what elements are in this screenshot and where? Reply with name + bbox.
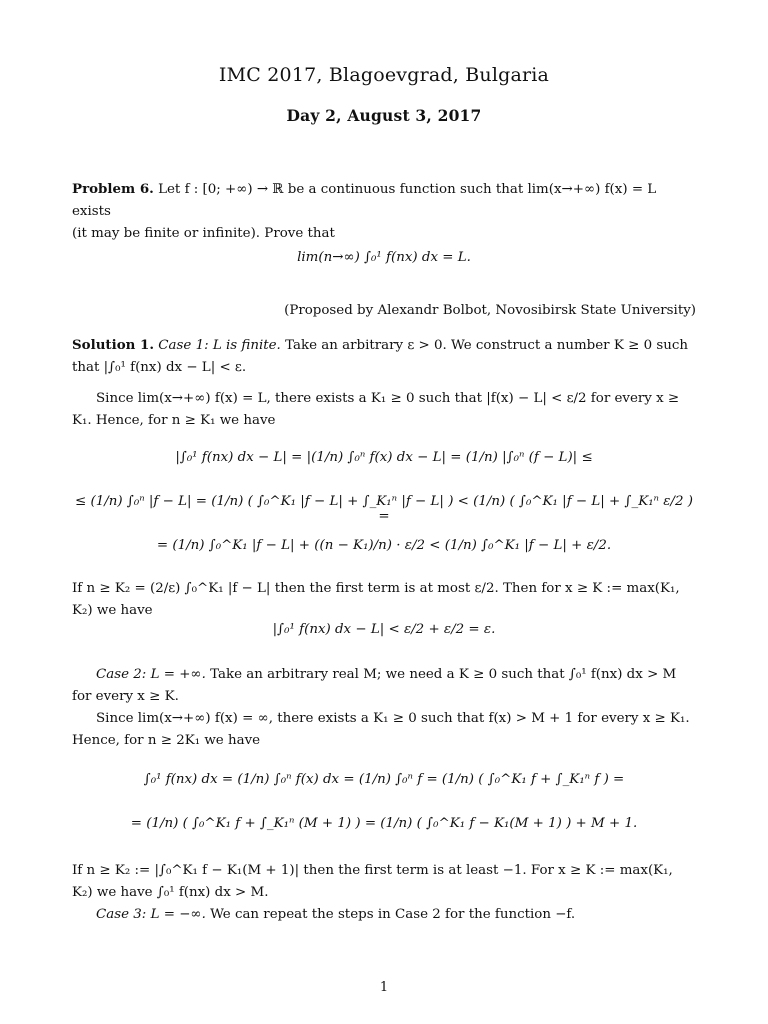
case1-if-paragraph: If n ≥ K₂ = (2/ε) ∫₀^K₁ |f − L| then the first term is at most ε/2. Then for x ≥ K := max(K₁, K₂) we have xyxy=(72,581,680,618)
case1-equation-2: ≤ (1/n) ∫₀ⁿ |f − L| = (1/n) ( ∫₀^K₁ |f − L| + ∫_K₁ⁿ |f − L| ) < (1/n) ( ∫₀^K₁ |f − L| + ∫_K₁ⁿ ε/2 ) = xyxy=(75,494,693,524)
case1-equation-1: |∫₀¹ f(nx) dx − L| = |(1/n) ∫₀ⁿ f(x) dx − L| = (1/n) |∫₀ⁿ (f − L)| ≤ xyxy=(175,450,593,465)
day-subtitle: Day 2, August 3, 2017 xyxy=(286,106,482,125)
case1-equation-4: |∫₀¹ f(nx) dx − L| < ε/2 + ε/2 = ε. xyxy=(272,622,496,637)
case2-equation-1: ∫₀¹ f(nx) dx = (1/n) ∫₀ⁿ f(x) dx = (1/n) ∫₀ⁿ f = (1/n) ( ∫₀^K₁ f + ∫_K₁ⁿ f ) = xyxy=(143,772,625,787)
solution-label: Solution 1. xyxy=(72,337,155,353)
case2-equation-2: = (1/n) ( ∫₀^K₁ f + ∫_K₁ⁿ (M + 1) ) = (1/n) ( ∫₀^K₁ f − K₁(M + 1) ) + M + 1. xyxy=(130,816,638,831)
problem-label: Problem 6. xyxy=(72,181,154,197)
case2-title: Case 2: L = +∞. xyxy=(96,667,206,682)
solution-case1-intro xyxy=(72,334,696,379)
page-number: 1 xyxy=(379,980,389,995)
problem-statement xyxy=(72,178,696,245)
case3-text: We can repeat the steps in Case 2 for the function −f. xyxy=(210,907,576,922)
case1-intro-text: Take an arbitrary ε > 0. We construct a number K ≥ 0 such that |∫₀¹ f(nx) dx − L| < ε. xyxy=(72,338,688,375)
page-title: IMC 2017, Blagoevgrad, Bulgaria xyxy=(218,64,550,86)
problem-equation: lim(n→∞) ∫₀¹ f(nx) dx = L. xyxy=(297,250,471,265)
case2-intro-text: Take an arbitrary real M; we need a K ≥ 0 such that ∫₀¹ f(nx) dx > M for every x ≥ K. xyxy=(72,667,677,704)
case3-title: Case 3: L = −∞. xyxy=(96,907,206,922)
case2-since-paragraph: Since lim(x→+∞) f(x) = ∞, there exists a K₁ ≥ 0 such that f(x) > M + 1 for every x ≥ K₁. Hence, for n ≥ 2K₁ we have xyxy=(72,711,690,748)
problem-text-line2: (it may be finite or infinite). Prove that xyxy=(72,226,335,241)
case1-equation-3: = (1/n) ∫₀^K₁ |f − L| + ((n − K₁)/n) · ε/2 < (1/n) ∫₀^K₁ |f − L| + ε/2. xyxy=(156,538,612,553)
case1-since-paragraph: Since lim(x→+∞) f(x) = L, there exists a K₁ ≥ 0 such that |f(x) − L| < ε/2 for every x ≥ K₁. Hence, for n ≥ K₁ we have xyxy=(72,391,680,428)
case2-if-paragraph: If n ≥ K₂ := |∫₀^K₁ f − K₁(M + 1)| then the first term is at least −1. For x ≥ K := max(K₁, K₂) we have ∫₀¹ f(nx) dx > M. xyxy=(72,863,673,900)
case2-intro-paragraph xyxy=(72,664,696,708)
case3-paragraph xyxy=(72,904,696,926)
problem-attribution: (Proposed by Alexandr Bolbot, Novosibirsk State University) xyxy=(284,303,696,318)
case1-title: Case 1: L is finite. xyxy=(158,338,281,353)
problem-text-line1: Let f : [0; +∞) → ℝ be a continuous function such that lim(x→+∞) f(x) = L exists xyxy=(72,182,657,219)
